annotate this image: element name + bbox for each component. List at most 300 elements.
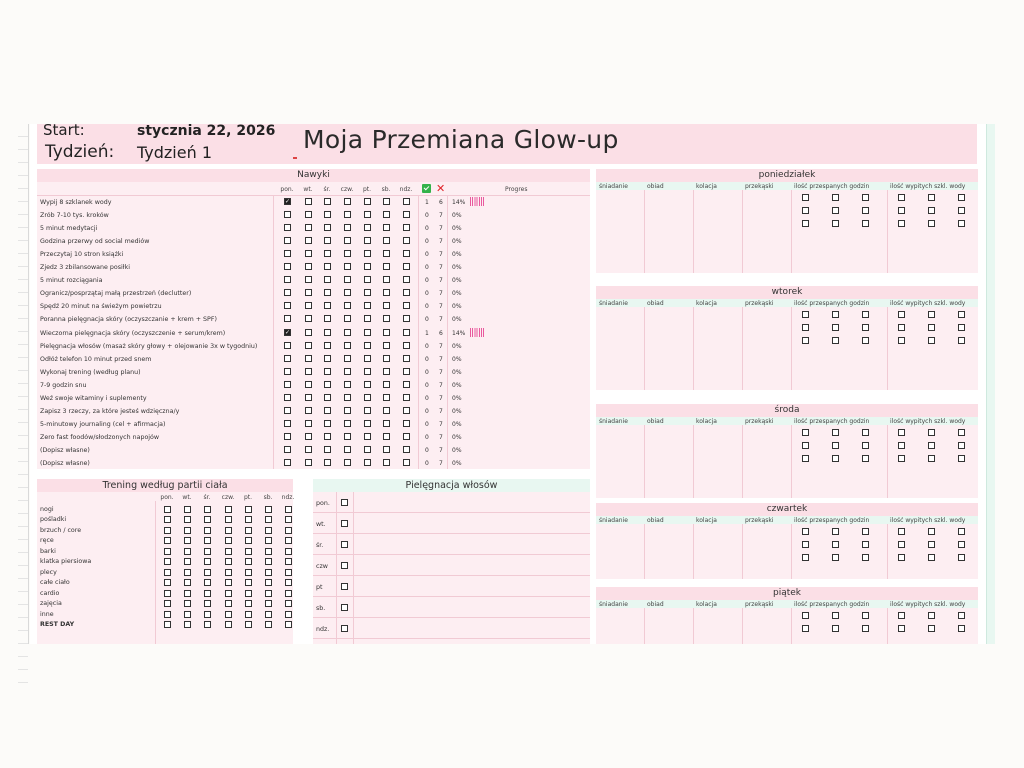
training-checkbox[interactable] <box>265 611 272 618</box>
day-checkbox[interactable] <box>958 194 965 201</box>
habit-checkbox[interactable] <box>364 237 371 244</box>
day-checkbox[interactable] <box>832 442 839 449</box>
day-checkbox[interactable] <box>802 324 809 331</box>
training-checkbox[interactable] <box>245 579 252 586</box>
day-checkbox[interactable] <box>898 324 905 331</box>
training-checkbox[interactable] <box>164 600 171 607</box>
training-checkbox[interactable] <box>245 621 252 628</box>
habit-checkbox[interactable] <box>284 355 291 362</box>
training-checkbox[interactable] <box>285 600 292 607</box>
day-checkbox[interactable] <box>832 194 839 201</box>
habit-checkbox[interactable] <box>403 407 410 414</box>
day-checkbox[interactable] <box>862 612 869 619</box>
day-checkbox[interactable] <box>898 194 905 201</box>
habit-checkbox[interactable] <box>383 394 390 401</box>
training-checkbox[interactable] <box>164 506 171 513</box>
hair-checkbox[interactable] <box>341 604 348 611</box>
training-checkbox[interactable] <box>204 527 211 534</box>
habit-checkbox[interactable] <box>364 394 371 401</box>
habit-checkbox[interactable] <box>284 381 291 388</box>
habit-checkbox[interactable] <box>344 459 351 466</box>
day-checkbox[interactable] <box>862 324 869 331</box>
habit-checkbox[interactable] <box>324 302 331 309</box>
day-checkbox[interactable] <box>898 442 905 449</box>
habit-checkbox[interactable] <box>344 433 351 440</box>
day-checkbox[interactable] <box>928 207 935 214</box>
habit-checkbox[interactable] <box>324 276 331 283</box>
training-checkbox[interactable] <box>265 590 272 597</box>
day-checkbox[interactable] <box>862 220 869 227</box>
day-checkbox[interactable] <box>802 612 809 619</box>
day-checkbox[interactable] <box>898 528 905 535</box>
training-checkbox[interactable] <box>184 611 191 618</box>
habit-checkbox[interactable]: ✓ <box>285 328 291 336</box>
habit-checkbox[interactable] <box>364 368 371 375</box>
habit-checkbox[interactable] <box>383 276 390 283</box>
day-checkbox[interactable] <box>958 625 965 632</box>
day-checkbox[interactable] <box>802 554 809 561</box>
day-checkbox[interactable] <box>862 528 869 535</box>
training-checkbox[interactable] <box>265 621 272 628</box>
day-checkbox[interactable] <box>898 554 905 561</box>
day-checkbox[interactable] <box>928 455 935 462</box>
training-checkbox[interactable] <box>164 611 171 618</box>
day-checkbox[interactable] <box>898 207 905 214</box>
training-checkbox[interactable] <box>204 516 211 523</box>
habit-checkbox[interactable] <box>364 355 371 362</box>
habit-checkbox[interactable] <box>284 433 291 440</box>
training-checkbox[interactable] <box>225 527 232 534</box>
training-checkbox[interactable] <box>245 569 252 576</box>
training-checkbox[interactable] <box>265 527 272 534</box>
habit-checkbox[interactable] <box>383 433 390 440</box>
day-checkbox[interactable] <box>832 337 839 344</box>
training-checkbox[interactable] <box>184 590 191 597</box>
training-checkbox[interactable] <box>184 527 191 534</box>
day-checkbox[interactable] <box>898 455 905 462</box>
habit-checkbox[interactable] <box>403 302 410 309</box>
habit-checkbox[interactable] <box>383 250 390 257</box>
habit-checkbox[interactable] <box>305 329 312 336</box>
habit-checkbox[interactable] <box>284 224 291 231</box>
habit-checkbox[interactable] <box>324 381 331 388</box>
training-checkbox[interactable] <box>164 537 171 544</box>
day-checkbox[interactable] <box>862 625 869 632</box>
habit-checkbox[interactable] <box>403 329 410 336</box>
day-checkbox[interactable] <box>832 528 839 535</box>
training-checkbox[interactable] <box>285 548 292 555</box>
habit-checkbox[interactable] <box>383 237 390 244</box>
habit-checkbox[interactable] <box>403 459 410 466</box>
training-checkbox[interactable] <box>204 579 211 586</box>
training-checkbox[interactable] <box>285 590 292 597</box>
day-checkbox[interactable] <box>862 337 869 344</box>
habit-checkbox[interactable] <box>364 198 371 205</box>
habit-checkbox[interactable] <box>305 355 312 362</box>
training-checkbox[interactable] <box>265 579 272 586</box>
training-checkbox[interactable] <box>184 569 191 576</box>
habit-checkbox[interactable] <box>284 446 291 453</box>
habit-checkbox[interactable] <box>284 407 291 414</box>
habit-checkbox[interactable] <box>383 289 390 296</box>
day-checkbox[interactable] <box>958 541 965 548</box>
habit-checkbox[interactable] <box>324 342 331 349</box>
training-checkbox[interactable] <box>285 579 292 586</box>
habit-checkbox[interactable] <box>284 289 291 296</box>
day-checkbox[interactable] <box>928 528 935 535</box>
day-checkbox[interactable] <box>802 625 809 632</box>
training-checkbox[interactable] <box>225 537 232 544</box>
habit-checkbox[interactable] <box>364 433 371 440</box>
training-checkbox[interactable] <box>204 621 211 628</box>
habit-checkbox[interactable] <box>324 368 331 375</box>
habit-checkbox[interactable] <box>403 289 410 296</box>
training-checkbox[interactable] <box>184 558 191 565</box>
habit-checkbox[interactable] <box>364 329 371 336</box>
habit-checkbox[interactable] <box>284 263 291 270</box>
training-checkbox[interactable] <box>245 516 252 523</box>
habit-checkbox[interactable] <box>324 433 331 440</box>
habit-checkbox[interactable] <box>344 289 351 296</box>
training-checkbox[interactable] <box>285 527 292 534</box>
training-checkbox[interactable] <box>225 621 232 628</box>
habit-checkbox[interactable] <box>403 355 410 362</box>
day-checkbox[interactable] <box>832 220 839 227</box>
day-checkbox[interactable] <box>862 194 869 201</box>
habit-checkbox[interactable] <box>403 315 410 322</box>
training-checkbox[interactable] <box>204 506 211 513</box>
habit-checkbox[interactable] <box>364 224 371 231</box>
habit-checkbox[interactable] <box>403 368 410 375</box>
habit-checkbox[interactable] <box>403 250 410 257</box>
training-checkbox[interactable] <box>204 611 211 618</box>
day-checkbox[interactable] <box>802 220 809 227</box>
training-checkbox[interactable] <box>164 590 171 597</box>
habit-checkbox[interactable] <box>305 302 312 309</box>
hair-checkbox[interactable] <box>341 499 348 506</box>
habit-checkbox[interactable] <box>383 263 390 270</box>
training-checkbox[interactable] <box>245 537 252 544</box>
habit-checkbox[interactable] <box>403 342 410 349</box>
training-checkbox[interactable] <box>285 611 292 618</box>
training-checkbox[interactable] <box>245 506 252 513</box>
day-checkbox[interactable] <box>898 612 905 619</box>
habit-checkbox[interactable]: ✓ <box>285 198 291 205</box>
habit-checkbox[interactable] <box>403 198 410 205</box>
training-checkbox[interactable] <box>164 558 171 565</box>
habit-checkbox[interactable] <box>305 289 312 296</box>
habit-checkbox[interactable] <box>403 433 410 440</box>
training-checkbox[interactable] <box>285 537 292 544</box>
habit-checkbox[interactable] <box>324 211 331 218</box>
habit-checkbox[interactable] <box>383 355 390 362</box>
scroll-strip[interactable] <box>986 124 995 644</box>
day-checkbox[interactable] <box>928 311 935 318</box>
habit-checkbox[interactable] <box>403 237 410 244</box>
day-checkbox[interactable] <box>958 528 965 535</box>
habit-checkbox[interactable] <box>344 250 351 257</box>
training-checkbox[interactable] <box>265 506 272 513</box>
training-checkbox[interactable] <box>265 537 272 544</box>
training-checkbox[interactable] <box>265 600 272 607</box>
habit-checkbox[interactable] <box>324 446 331 453</box>
training-checkbox[interactable] <box>184 537 191 544</box>
day-checkbox[interactable] <box>832 324 839 331</box>
day-checkbox[interactable] <box>832 207 839 214</box>
training-checkbox[interactable] <box>225 558 232 565</box>
training-checkbox[interactable] <box>184 506 191 513</box>
day-checkbox[interactable] <box>862 429 869 436</box>
day-checkbox[interactable] <box>802 541 809 548</box>
training-checkbox[interactable] <box>225 590 232 597</box>
day-checkbox[interactable] <box>898 541 905 548</box>
habit-checkbox[interactable] <box>364 276 371 283</box>
training-checkbox[interactable] <box>204 558 211 565</box>
day-checkbox[interactable] <box>958 337 965 344</box>
habit-checkbox[interactable] <box>324 394 331 401</box>
day-checkbox[interactable] <box>802 207 809 214</box>
training-checkbox[interactable] <box>184 579 191 586</box>
habit-checkbox[interactable] <box>284 342 291 349</box>
training-checkbox[interactable] <box>225 600 232 607</box>
day-checkbox[interactable] <box>928 337 935 344</box>
habit-checkbox[interactable] <box>344 342 351 349</box>
habit-checkbox[interactable] <box>344 329 351 336</box>
day-checkbox[interactable] <box>862 455 869 462</box>
day-checkbox[interactable] <box>832 625 839 632</box>
habit-checkbox[interactable] <box>364 459 371 466</box>
habit-checkbox[interactable] <box>403 420 410 427</box>
habit-checkbox[interactable] <box>305 433 312 440</box>
habit-checkbox[interactable] <box>324 329 331 336</box>
day-checkbox[interactable] <box>802 528 809 535</box>
habit-checkbox[interactable] <box>324 420 331 427</box>
habit-checkbox[interactable] <box>305 250 312 257</box>
habit-checkbox[interactable] <box>344 302 351 309</box>
day-checkbox[interactable] <box>958 612 965 619</box>
habit-checkbox[interactable] <box>284 302 291 309</box>
habit-checkbox[interactable] <box>364 342 371 349</box>
day-checkbox[interactable] <box>802 442 809 449</box>
habit-checkbox[interactable] <box>383 224 390 231</box>
training-checkbox[interactable] <box>245 600 252 607</box>
training-checkbox[interactable] <box>225 569 232 576</box>
hair-checkbox[interactable] <box>341 625 348 632</box>
training-checkbox[interactable] <box>245 590 252 597</box>
habit-checkbox[interactable] <box>344 368 351 375</box>
day-checkbox[interactable] <box>802 194 809 201</box>
day-checkbox[interactable] <box>958 311 965 318</box>
habit-checkbox[interactable] <box>284 315 291 322</box>
hair-checkbox[interactable] <box>341 541 348 548</box>
habit-checkbox[interactable] <box>284 237 291 244</box>
training-checkbox[interactable] <box>225 516 232 523</box>
training-checkbox[interactable] <box>265 548 272 555</box>
day-checkbox[interactable] <box>958 554 965 561</box>
habit-checkbox[interactable] <box>324 289 331 296</box>
habit-checkbox[interactable] <box>305 381 312 388</box>
habit-checkbox[interactable] <box>344 420 351 427</box>
habit-checkbox[interactable] <box>305 407 312 414</box>
habit-checkbox[interactable] <box>344 224 351 231</box>
day-checkbox[interactable] <box>928 324 935 331</box>
habit-checkbox[interactable] <box>344 237 351 244</box>
training-checkbox[interactable] <box>184 516 191 523</box>
training-checkbox[interactable] <box>245 611 252 618</box>
training-checkbox[interactable] <box>204 537 211 544</box>
training-checkbox[interactable] <box>204 600 211 607</box>
training-checkbox[interactable] <box>164 569 171 576</box>
day-checkbox[interactable] <box>862 554 869 561</box>
day-checkbox[interactable] <box>832 429 839 436</box>
habit-checkbox[interactable] <box>364 211 371 218</box>
habit-checkbox[interactable] <box>383 198 390 205</box>
training-checkbox[interactable] <box>225 579 232 586</box>
habit-checkbox[interactable] <box>284 211 291 218</box>
habit-checkbox[interactable] <box>364 289 371 296</box>
day-checkbox[interactable] <box>928 612 935 619</box>
habit-checkbox[interactable] <box>383 315 390 322</box>
day-checkbox[interactable] <box>802 337 809 344</box>
day-checkbox[interactable] <box>862 207 869 214</box>
training-checkbox[interactable] <box>245 558 252 565</box>
day-checkbox[interactable] <box>862 541 869 548</box>
day-checkbox[interactable] <box>958 324 965 331</box>
habit-checkbox[interactable] <box>324 315 331 322</box>
day-checkbox[interactable] <box>958 207 965 214</box>
day-checkbox[interactable] <box>958 220 965 227</box>
habit-checkbox[interactable] <box>383 302 390 309</box>
habit-checkbox[interactable] <box>383 368 390 375</box>
habit-checkbox[interactable] <box>305 198 312 205</box>
habit-checkbox[interactable] <box>403 224 410 231</box>
habit-checkbox[interactable] <box>284 250 291 257</box>
training-checkbox[interactable] <box>204 590 211 597</box>
day-checkbox[interactable] <box>802 311 809 318</box>
habit-checkbox[interactable] <box>324 250 331 257</box>
training-checkbox[interactable] <box>285 621 292 628</box>
start-date[interactable]: stycznia 22, 2026 <box>137 124 276 139</box>
training-checkbox[interactable] <box>225 548 232 555</box>
habit-checkbox[interactable] <box>305 394 312 401</box>
habit-checkbox[interactable] <box>305 315 312 322</box>
habit-checkbox[interactable] <box>305 446 312 453</box>
habit-checkbox[interactable] <box>324 263 331 270</box>
habit-checkbox[interactable] <box>403 446 410 453</box>
training-checkbox[interactable] <box>184 548 191 555</box>
habit-checkbox[interactable] <box>344 355 351 362</box>
training-checkbox[interactable] <box>204 569 211 576</box>
habit-checkbox[interactable] <box>324 224 331 231</box>
habit-checkbox[interactable] <box>324 237 331 244</box>
habit-checkbox[interactable] <box>403 276 410 283</box>
habit-checkbox[interactable] <box>284 459 291 466</box>
day-checkbox[interactable] <box>862 311 869 318</box>
habit-checkbox[interactable] <box>344 407 351 414</box>
dropdown-marker-icon[interactable] <box>293 157 297 159</box>
day-checkbox[interactable] <box>928 554 935 561</box>
habit-checkbox[interactable] <box>364 381 371 388</box>
training-checkbox[interactable] <box>184 621 191 628</box>
habit-checkbox[interactable] <box>383 420 390 427</box>
training-checkbox[interactable] <box>164 579 171 586</box>
habit-checkbox[interactable] <box>403 394 410 401</box>
habit-checkbox[interactable] <box>383 407 390 414</box>
day-checkbox[interactable] <box>928 541 935 548</box>
training-checkbox[interactable] <box>245 548 252 555</box>
habit-checkbox[interactable] <box>305 211 312 218</box>
day-checkbox[interactable] <box>862 442 869 449</box>
habit-checkbox[interactable] <box>344 381 351 388</box>
day-checkbox[interactable] <box>958 429 965 436</box>
habit-checkbox[interactable] <box>324 407 331 414</box>
habit-checkbox[interactable] <box>403 381 410 388</box>
habit-checkbox[interactable] <box>403 263 410 270</box>
day-checkbox[interactable] <box>832 455 839 462</box>
habit-checkbox[interactable] <box>383 342 390 349</box>
habit-checkbox[interactable] <box>364 315 371 322</box>
habit-checkbox[interactable] <box>364 420 371 427</box>
habit-checkbox[interactable] <box>364 302 371 309</box>
training-checkbox[interactable] <box>164 527 171 534</box>
day-checkbox[interactable] <box>958 455 965 462</box>
day-checkbox[interactable] <box>898 337 905 344</box>
day-checkbox[interactable] <box>898 311 905 318</box>
habit-checkbox[interactable] <box>305 237 312 244</box>
day-checkbox[interactable] <box>928 429 935 436</box>
training-checkbox[interactable] <box>285 506 292 513</box>
training-checkbox[interactable] <box>164 516 171 523</box>
habit-checkbox[interactable] <box>324 198 331 205</box>
habit-checkbox[interactable] <box>344 394 351 401</box>
habit-checkbox[interactable] <box>364 263 371 270</box>
habit-checkbox[interactable] <box>344 198 351 205</box>
habit-checkbox[interactable] <box>344 276 351 283</box>
habit-checkbox[interactable] <box>284 276 291 283</box>
habit-checkbox[interactable] <box>344 211 351 218</box>
habit-checkbox[interactable] <box>324 459 331 466</box>
training-checkbox[interactable] <box>184 600 191 607</box>
day-checkbox[interactable] <box>928 625 935 632</box>
habit-checkbox[interactable] <box>383 329 390 336</box>
habit-checkbox[interactable] <box>284 368 291 375</box>
habit-checkbox[interactable] <box>284 394 291 401</box>
day-checkbox[interactable] <box>928 194 935 201</box>
day-checkbox[interactable] <box>802 429 809 436</box>
habit-checkbox[interactable] <box>324 355 331 362</box>
habit-checkbox[interactable] <box>284 420 291 427</box>
habit-checkbox[interactable] <box>305 459 312 466</box>
day-checkbox[interactable] <box>958 442 965 449</box>
habit-checkbox[interactable] <box>344 315 351 322</box>
training-checkbox[interactable] <box>285 516 292 523</box>
training-checkbox[interactable] <box>285 558 292 565</box>
training-checkbox[interactable] <box>265 569 272 576</box>
week-value[interactable]: Tydzień 1 <box>137 143 212 162</box>
habit-checkbox[interactable] <box>364 407 371 414</box>
habit-checkbox[interactable] <box>383 446 390 453</box>
habit-checkbox[interactable] <box>305 224 312 231</box>
day-checkbox[interactable] <box>832 541 839 548</box>
training-checkbox[interactable] <box>285 569 292 576</box>
habit-checkbox[interactable] <box>305 342 312 349</box>
training-checkbox[interactable] <box>265 558 272 565</box>
training-checkbox[interactable] <box>225 611 232 618</box>
day-checkbox[interactable] <box>928 442 935 449</box>
day-checkbox[interactable] <box>898 625 905 632</box>
training-checkbox[interactable] <box>204 548 211 555</box>
habit-checkbox[interactable] <box>305 276 312 283</box>
